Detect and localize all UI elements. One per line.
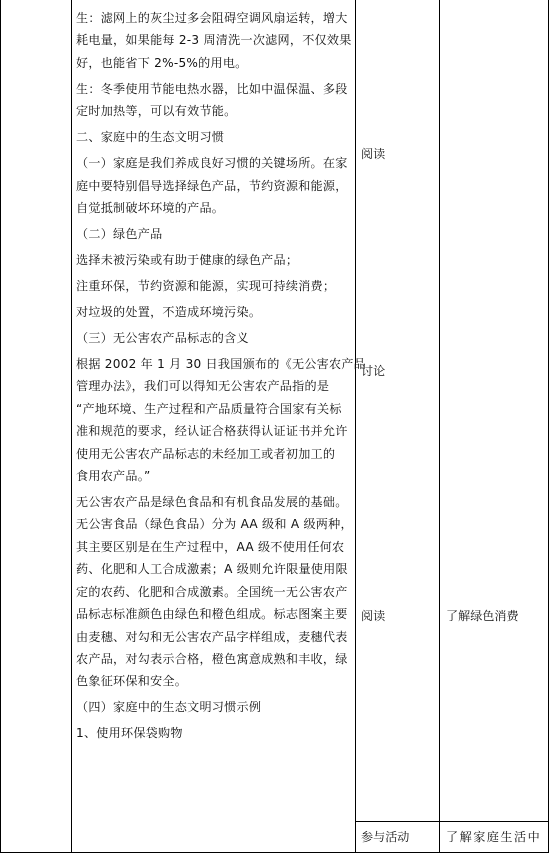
subheading-examples [76,696,354,718]
text-line: 耗电量，如果能每 2-3 周清洗一次滤网，不仅效果 [76,33,352,48]
content-column [76,7,367,748]
text-line: 生：滤网上的灰尘过多会阻碍空调风扇运转，增大 [76,11,348,25]
text-line: 药、化肥和人工合成激素；A 级则允许限量使用限 [76,562,348,577]
goal-green-consumption: 了解绿色消费 [446,609,519,623]
text-line: 无公害农产品是绿色食品和有机食品发展的基础。 [76,495,348,510]
text-line: 定的农药、化肥和合成激素。全国统一无公害农产 [76,584,348,599]
text-line: 使用无公害农产品标志的未经加工或者初加工的 [76,446,336,461]
text-line: 定时加热等，可以有效节能。 [76,104,237,119]
heading-text: （四）家庭中的生态文明习惯示例 [76,700,262,715]
heading-text: 二、家庭中的生态文明习惯 [76,130,225,145]
goal-family-life: 了解家庭生活中 [446,830,542,844]
text-line: 根据 2002 年 1 月 30 日我国颁布的《无公害农产品 [76,357,367,372]
text-line: 农产品，对勾表示合格，橙色寓意成熟和丰收，绿 [76,651,348,666]
activity-reading: 阅读 [361,147,386,161]
list-item: 注重环保，节约资源和能源，实现可持续消费； [76,279,336,294]
paragraph-basis [76,491,354,693]
column-divider [71,0,72,853]
text-line: 色象征环保和安全。 [76,674,188,689]
text-line: 食用农产品。” [76,469,151,484]
text-line: 其主要区别是在生产过程中，AA 级不使用任何农 [76,539,345,554]
list-item: 选择未被污染或有助于健康的绿色产品； [76,253,299,268]
subheading-pollution-free-label [76,327,354,349]
activity-participation: 参与活动 [361,830,410,844]
text-line: 准和规范的要求，经认证合格获得认证证书并允许 [76,424,348,439]
column-divider [439,0,440,853]
activity-reading: 阅读 [361,609,386,623]
section-heading [76,126,354,148]
paragraph-air-filter [76,7,354,74]
row-divider [355,821,549,822]
list-item: 1、使用环保袋购物 [76,726,183,741]
green-products-list [76,249,354,323]
heading-text: （三）无公害农产品标志的含义 [76,331,249,346]
text-line: 由麦穗、对勾和无公害农产品字样组成，麦穗代表 [76,629,348,644]
text-line: （一）家庭是我们养成良好习惯的关键场所。在家 [76,156,348,171]
text-line: 庭中要特别倡导选择绿色产品，节约资源和能源， [76,178,348,193]
paragraph-family-habits [76,152,354,219]
column-divider [355,0,356,853]
list-item: 对垃圾的处置，不造成环境污染。 [76,305,262,320]
example-item [76,722,354,744]
paragraph-regulation [76,353,367,487]
activity-discussion: 讨论 [361,364,386,378]
text-line: 管理办法》，我们可以得知无公害农产品指的是 [76,379,330,394]
text-line: 生：冬季使用节能电热水器，比如中温保温、多段 [76,81,348,96]
text-line: 无公害食品（绿色食品）分为 AA 级和 A 级两种， [76,517,353,532]
heading-text: （二）绿色产品 [76,227,163,242]
text-line: 品标志标准颜色由绿色和橙色组成。标志图案主要 [76,607,348,622]
paragraph-water-heater [76,78,354,123]
subheading-green-products [76,223,354,245]
text-line: “产地环境、生产过程和产品质量符合国家有关标 [76,401,342,416]
text-line: 好，也能省下 2%-5%的用电。 [76,55,248,70]
text-line: 自觉抵制破坏环境的产品。 [76,201,225,216]
